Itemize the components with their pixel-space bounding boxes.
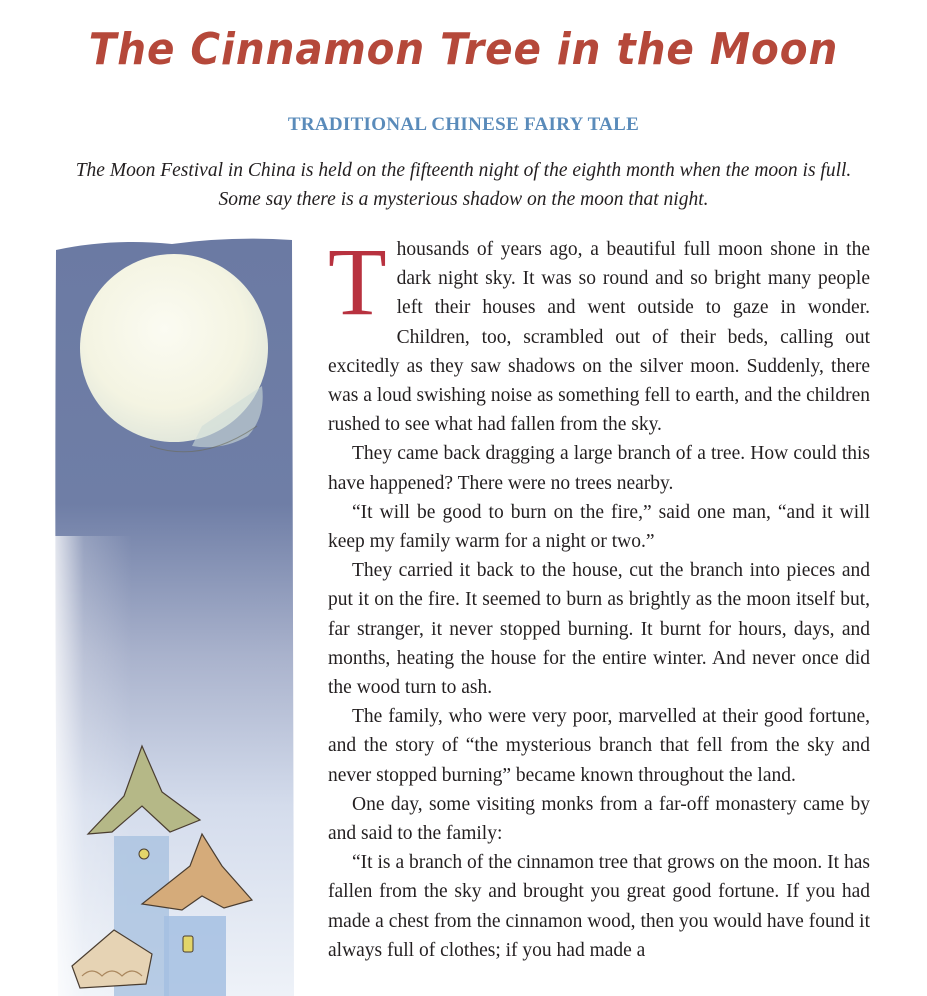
- moon-watercolor-illustration: [52, 236, 302, 996]
- page-subtitle: TRADITIONAL CHINESE FAIRY TALE: [287, 114, 640, 135]
- story-paragraph: They carried it back to the house, cut the branch into pieces and put it on the fire. It seemed to burn as brightly as the moon itself but, far stranger, it never stopped burning. It burnt for hours, days, and months, heating the house for the entire winter. And never once did the wood turn to ash.: [328, 560, 870, 699]
- drop-cap: T: [328, 228, 387, 335]
- intro-text: The Moon Festival in China is held on the fifteenth night of the eighth month when the moon is full. Some say there is a mysterious shadow on the moon that night.: [75, 160, 852, 210]
- story-paragraph: Thousands of years ago, a beautiful full moon shone in the dark night sky. It was so round and so bright many people left their houses and went outside to gaze in wonder. Children, too, scrambled out of their beds, calling out excitedly as they saw shadows on the silver moon. Suddenly, there was a loud swishing noise as something fell to earth, and the children rushed to see what had fallen from the sky.: [328, 228, 870, 436]
- story-paragraph: “It is a branch of the cinnamon tree that grows on the moon. It has fallen from the sky and brought you great good fortune. If you had made a chest from the cinnamon wood, then you would have found it always full of clothes; if you had made a: [328, 852, 870, 961]
- page-title: The Cinnamon Tree in the Moon: [88, 24, 839, 75]
- story-paragraph: The family, who were very poor, marvelled at their good fortune, and the story of “the mysterious branch that fell from the sky and never stopped burning” became known throughout the land.: [328, 706, 870, 786]
- story-paragraph: One day, some visiting monks from a far-off monastery came by and said to the family:: [328, 793, 870, 845]
- story-paragraph: “It will be good to burn on the fire,” said one man, “and it will keep my family warm for a night or two.”: [328, 501, 870, 553]
- story-body: [328, 228, 870, 965]
- story-paragraph: They came back dragging a large branch of a tree. How could this have happened? There were no trees nearby.: [328, 443, 870, 494]
